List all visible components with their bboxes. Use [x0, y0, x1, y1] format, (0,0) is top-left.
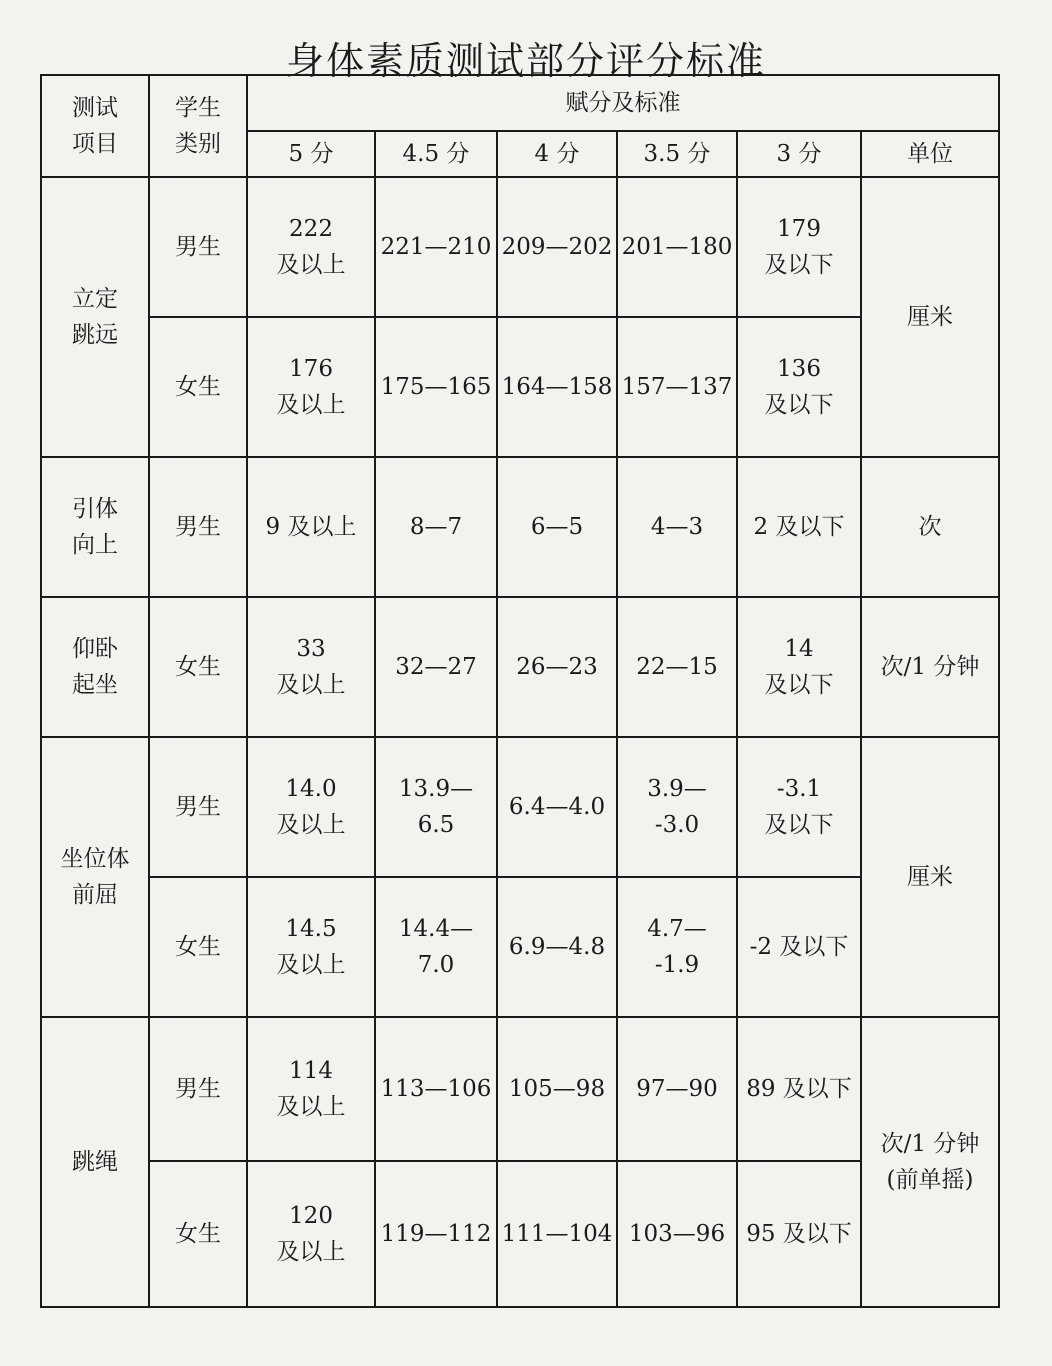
table-row — [41, 177, 999, 317]
header-score-3: 3 分 — [737, 131, 861, 177]
table-row — [41, 317, 999, 457]
category-cell: 男生 — [149, 737, 247, 877]
header-unit: 单位 — [861, 131, 999, 177]
table-row — [41, 877, 999, 1017]
header-score-3-5: 3.5 分 — [617, 131, 737, 177]
value-cell: 201—180 — [617, 177, 737, 317]
value-cell: 95 及以下 — [737, 1161, 861, 1307]
value-cell: 176 及以上 — [247, 317, 375, 457]
value-cell: 33 及以上 — [247, 597, 375, 737]
scoring-standards-table — [40, 74, 1000, 1308]
value-cell: 209—202 — [497, 177, 617, 317]
value-cell: 136 及以下 — [737, 317, 861, 457]
value-cell: 14 及以下 — [737, 597, 861, 737]
category-cell: 女生 — [149, 877, 247, 1017]
value-cell: 14.5 及以上 — [247, 877, 375, 1017]
value-cell: 6—5 — [497, 457, 617, 597]
value-cell: 179 及以下 — [737, 177, 861, 317]
header-score-5: 5 分 — [247, 131, 375, 177]
value-cell: 114 及以上 — [247, 1017, 375, 1161]
value-cell: 164—158 — [497, 317, 617, 457]
table-row — [41, 1017, 999, 1161]
value-cell: 111—104 — [497, 1161, 617, 1307]
value-cell: 6.9—4.8 — [497, 877, 617, 1017]
item-cell: 坐位体 前屈 — [41, 737, 149, 1017]
value-cell: 3.9— -3.0 — [617, 737, 737, 877]
value-cell: -3.1 及以下 — [737, 737, 861, 877]
unit-cell: 厘米 — [861, 177, 999, 457]
value-cell: 105—98 — [497, 1017, 617, 1161]
unit-cell: 次/1 分钟 — [861, 597, 999, 737]
value-cell: 222 及以上 — [247, 177, 375, 317]
item-cell: 仰卧 起坐 — [41, 597, 149, 737]
value-cell: 120 及以上 — [247, 1161, 375, 1307]
item-cell: 引体 向上 — [41, 457, 149, 597]
value-cell: 2 及以下 — [737, 457, 861, 597]
unit-cell: 厘米 — [861, 737, 999, 1017]
table-row — [41, 457, 999, 597]
value-cell: -2 及以下 — [737, 877, 861, 1017]
value-cell: 113—106 — [375, 1017, 497, 1161]
value-cell: 89 及以下 — [737, 1017, 861, 1161]
unit-cell: 次 — [861, 457, 999, 597]
category-cell: 女生 — [149, 1161, 247, 1307]
value-cell: 103—96 — [617, 1161, 737, 1307]
value-cell: 4—3 — [617, 457, 737, 597]
category-cell: 男生 — [149, 1017, 247, 1161]
value-cell: 6.4—4.0 — [497, 737, 617, 877]
unit-cell: 次/1 分钟 (前单摇) — [861, 1017, 999, 1307]
category-cell: 女生 — [149, 317, 247, 457]
header-score-4: 4 分 — [497, 131, 617, 177]
value-cell: 26—23 — [497, 597, 617, 737]
value-cell: 13.9— 6.5 — [375, 737, 497, 877]
value-cell: 119—112 — [375, 1161, 497, 1307]
value-cell: 32—27 — [375, 597, 497, 737]
header-score-4-5: 4.5 分 — [375, 131, 497, 177]
item-cell: 跳绳 — [41, 1017, 149, 1307]
table-row — [41, 737, 999, 877]
category-cell: 男生 — [149, 177, 247, 317]
value-cell: 97—90 — [617, 1017, 737, 1161]
value-cell: 9 及以上 — [247, 457, 375, 597]
item-cell: 立定 跳远 — [41, 177, 149, 457]
header-category: 学生 类别 — [149, 75, 247, 177]
value-cell: 8—7 — [375, 457, 497, 597]
category-cell: 男生 — [149, 457, 247, 597]
table-row — [41, 597, 999, 737]
value-cell: 14.0 及以上 — [247, 737, 375, 877]
value-cell: 175—165 — [375, 317, 497, 457]
value-cell: 22—15 — [617, 597, 737, 737]
value-cell: 4.7— -1.9 — [617, 877, 737, 1017]
header-item: 测试 项目 — [41, 75, 149, 177]
value-cell: 157—137 — [617, 317, 737, 457]
value-cell: 221—210 — [375, 177, 497, 317]
value-cell: 14.4— 7.0 — [375, 877, 497, 1017]
table-row — [41, 1161, 999, 1307]
page-title: 身体素质测试部分评分标准 — [285, 39, 766, 83]
category-cell: 女生 — [149, 597, 247, 737]
header-score-group: 赋分及标准 — [247, 75, 999, 131]
